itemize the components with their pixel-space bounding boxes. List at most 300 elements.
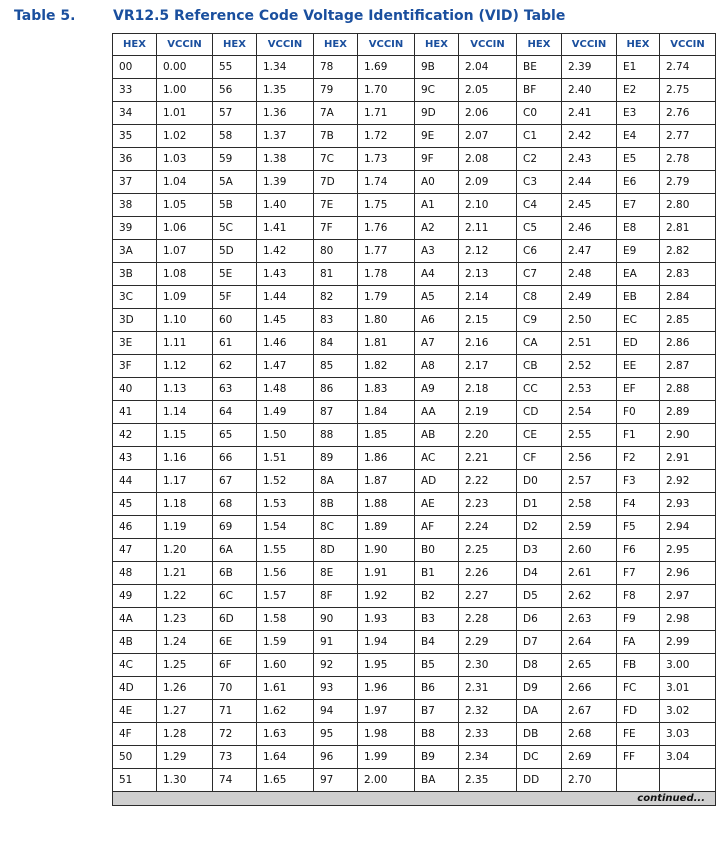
vccin-cell: 2.05 [459, 79, 517, 102]
hex-cell: 8E [314, 562, 358, 585]
vccin-cell: 1.63 [257, 723, 314, 746]
vccin-cell: 1.08 [157, 263, 213, 286]
hex-cell: F0 [617, 401, 660, 424]
vccin-cell: 1.30 [157, 769, 213, 792]
vccin-cell: 2.18 [459, 378, 517, 401]
hex-cell: C3 [517, 171, 562, 194]
hex-cell: A7 [415, 332, 459, 355]
vccin-cell: 2.00 [358, 769, 415, 792]
header-hex: HEX [517, 34, 562, 56]
vccin-cell: 2.28 [459, 608, 517, 631]
vccin-cell: 2.24 [459, 516, 517, 539]
vccin-cell: 1.21 [157, 562, 213, 585]
vccin-cell: 1.37 [257, 125, 314, 148]
hex-cell: 40 [113, 378, 157, 401]
hex-cell: 3E [113, 332, 157, 355]
hex-cell: F2 [617, 447, 660, 470]
hex-cell: D5 [517, 585, 562, 608]
hex-cell: 5F [213, 286, 257, 309]
vccin-cell: 1.17 [157, 470, 213, 493]
vccin-cell: 1.42 [257, 240, 314, 263]
header-hex: HEX [617, 34, 660, 56]
vccin-cell: 2.48 [562, 263, 617, 286]
vccin-cell: 1.92 [358, 585, 415, 608]
vccin-cell: 1.79 [358, 286, 415, 309]
vccin-cell: 1.49 [257, 401, 314, 424]
hex-cell: 59 [213, 148, 257, 171]
vccin-cell: 2.76 [660, 102, 716, 125]
table-row [113, 700, 716, 723]
hex-cell: 89 [314, 447, 358, 470]
hex-cell: B6 [415, 677, 459, 700]
vccin-cell: 1.76 [358, 217, 415, 240]
hex-cell: 6D [213, 608, 257, 631]
table-row [113, 516, 716, 539]
vccin-cell: 1.84 [358, 401, 415, 424]
hex-cell: 9D [415, 102, 459, 125]
vccin-cell: 1.35 [257, 79, 314, 102]
hex-cell: 61 [213, 332, 257, 355]
table-row [113, 286, 716, 309]
hex-cell: 91 [314, 631, 358, 654]
hex-cell: 6C [213, 585, 257, 608]
vccin-cell: 1.23 [157, 608, 213, 631]
hex-cell: AD [415, 470, 459, 493]
hex-cell: E1 [617, 56, 660, 79]
vccin-cell [660, 769, 716, 792]
vccin-cell: 0.00 [157, 56, 213, 79]
hex-cell: C6 [517, 240, 562, 263]
vccin-cell: 2.26 [459, 562, 517, 585]
hex-cell: DA [517, 700, 562, 723]
hex-cell: C8 [517, 286, 562, 309]
vccin-cell: 1.43 [257, 263, 314, 286]
vccin-cell: 1.83 [358, 378, 415, 401]
vccin-cell: 2.90 [660, 424, 716, 447]
hex-cell: E5 [617, 148, 660, 171]
vccin-cell: 2.30 [459, 654, 517, 677]
hex-cell: 95 [314, 723, 358, 746]
header-vccin: VCCIN [562, 34, 617, 56]
vccin-cell: 1.03 [157, 148, 213, 171]
table-row [113, 125, 716, 148]
hex-cell: F7 [617, 562, 660, 585]
vccin-cell: 2.75 [660, 79, 716, 102]
vccin-cell: 1.95 [358, 654, 415, 677]
vccin-cell: 1.47 [257, 355, 314, 378]
vccin-cell: 3.01 [660, 677, 716, 700]
vccin-cell: 2.21 [459, 447, 517, 470]
vccin-cell: 2.61 [562, 562, 617, 585]
table-title: VR12.5 Reference Code Voltage Identification (VID) Table [113, 8, 566, 24]
hex-cell: 4A [113, 608, 157, 631]
hex-cell: 5A [213, 171, 257, 194]
vccin-cell: 2.14 [459, 286, 517, 309]
vccin-cell: 2.54 [562, 401, 617, 424]
vccin-cell: 1.87 [358, 470, 415, 493]
vccin-cell: 2.50 [562, 309, 617, 332]
vccin-cell: 2.15 [459, 309, 517, 332]
hex-cell: AB [415, 424, 459, 447]
hex-cell: 6B [213, 562, 257, 585]
hex-cell: C7 [517, 263, 562, 286]
hex-cell: 69 [213, 516, 257, 539]
hex-cell: A3 [415, 240, 459, 263]
vccin-cell: 1.64 [257, 746, 314, 769]
hex-cell: 35 [113, 125, 157, 148]
vccin-cell: 2.93 [660, 493, 716, 516]
vccin-cell: 1.91 [358, 562, 415, 585]
hex-cell: 00 [113, 56, 157, 79]
vccin-cell: 1.81 [358, 332, 415, 355]
table-caption [14, 8, 565, 28]
vccin-cell: 2.27 [459, 585, 517, 608]
hex-cell: B8 [415, 723, 459, 746]
vccin-cell: 2.16 [459, 332, 517, 355]
hex-cell: 50 [113, 746, 157, 769]
hex-cell: EF [617, 378, 660, 401]
hex-cell: 86 [314, 378, 358, 401]
vccin-cell: 1.72 [358, 125, 415, 148]
hex-cell: 3D [113, 309, 157, 332]
vccin-cell: 1.27 [157, 700, 213, 723]
hex-cell: EA [617, 263, 660, 286]
vccin-cell: 1.00 [157, 79, 213, 102]
vccin-cell: 2.45 [562, 194, 617, 217]
vccin-cell: 1.41 [257, 217, 314, 240]
table-row [113, 769, 716, 792]
vccin-cell: 2.91 [660, 447, 716, 470]
hex-cell: 66 [213, 447, 257, 470]
vccin-cell: 2.86 [660, 332, 716, 355]
hex-cell: A1 [415, 194, 459, 217]
hex-cell: 64 [213, 401, 257, 424]
hex-cell: FA [617, 631, 660, 654]
vid-table [112, 33, 716, 806]
hex-cell: 79 [314, 79, 358, 102]
vccin-cell: 3.03 [660, 723, 716, 746]
vccin-cell: 1.54 [257, 516, 314, 539]
vccin-cell: 1.44 [257, 286, 314, 309]
hex-cell: F3 [617, 470, 660, 493]
vccin-cell: 2.32 [459, 700, 517, 723]
hex-cell: 42 [113, 424, 157, 447]
hex-cell: 58 [213, 125, 257, 148]
hex-cell: 46 [113, 516, 157, 539]
vccin-cell: 2.34 [459, 746, 517, 769]
hex-cell: 83 [314, 309, 358, 332]
hex-cell: FB [617, 654, 660, 677]
vccin-cell: 2.07 [459, 125, 517, 148]
vccin-cell: 2.41 [562, 102, 617, 125]
vccin-cell: 2.46 [562, 217, 617, 240]
hex-cell: F4 [617, 493, 660, 516]
table-row [113, 332, 716, 355]
vccin-cell: 2.79 [660, 171, 716, 194]
hex-cell: D6 [517, 608, 562, 631]
hex-cell: 81 [314, 263, 358, 286]
vccin-cell: 1.98 [358, 723, 415, 746]
hex-cell: B0 [415, 539, 459, 562]
table-row [113, 447, 716, 470]
hex-cell: 8A [314, 470, 358, 493]
header-hex: HEX [415, 34, 459, 56]
vccin-cell: 1.14 [157, 401, 213, 424]
vccin-cell: 2.60 [562, 539, 617, 562]
hex-cell: 7B [314, 125, 358, 148]
vccin-cell: 2.68 [562, 723, 617, 746]
vccin-cell: 2.94 [660, 516, 716, 539]
header-vccin: VCCIN [459, 34, 517, 56]
vccin-cell: 1.61 [257, 677, 314, 700]
vccin-cell: 1.01 [157, 102, 213, 125]
vccin-cell: 2.92 [660, 470, 716, 493]
table-row [113, 493, 716, 516]
table-row [113, 585, 716, 608]
vccin-cell: 1.05 [157, 194, 213, 217]
table-number: Table 5. [14, 8, 76, 24]
hex-cell: 48 [113, 562, 157, 585]
hex-cell: 97 [314, 769, 358, 792]
hex-cell: F9 [617, 608, 660, 631]
vccin-cell: 2.85 [660, 309, 716, 332]
hex-cell: E6 [617, 171, 660, 194]
hex-cell: 8D [314, 539, 358, 562]
vccin-cell: 3.00 [660, 654, 716, 677]
vccin-cell: 1.86 [358, 447, 415, 470]
header-hex: HEX [113, 34, 157, 56]
table-header-row [113, 34, 716, 56]
vccin-cell: 1.82 [358, 355, 415, 378]
hex-cell: 47 [113, 539, 157, 562]
hex-cell: 67 [213, 470, 257, 493]
hex-cell: 56 [213, 79, 257, 102]
vccin-cell: 1.88 [358, 493, 415, 516]
vccin-cell: 2.52 [562, 355, 617, 378]
vccin-cell: 1.20 [157, 539, 213, 562]
vccin-cell: 1.52 [257, 470, 314, 493]
vccin-cell: 1.22 [157, 585, 213, 608]
vccin-cell: 2.74 [660, 56, 716, 79]
hex-cell: 45 [113, 493, 157, 516]
vccin-cell: 2.78 [660, 148, 716, 171]
hex-cell: 60 [213, 309, 257, 332]
vccin-cell: 2.82 [660, 240, 716, 263]
vccin-cell: 1.94 [358, 631, 415, 654]
header-vccin: VCCIN [257, 34, 314, 56]
hex-cell: 71 [213, 700, 257, 723]
table-row [113, 309, 716, 332]
hex-cell: CD [517, 401, 562, 424]
hex-cell: 4F [113, 723, 157, 746]
hex-cell: 85 [314, 355, 358, 378]
header-vccin: VCCIN [358, 34, 415, 56]
hex-cell: 4D [113, 677, 157, 700]
vccin-cell: 2.13 [459, 263, 517, 286]
hex-cell: 57 [213, 102, 257, 125]
hex-cell: D2 [517, 516, 562, 539]
hex-cell: 5E [213, 263, 257, 286]
hex-cell: CA [517, 332, 562, 355]
vccin-cell: 2.23 [459, 493, 517, 516]
vccin-cell: 2.17 [459, 355, 517, 378]
vccin-cell: 1.71 [358, 102, 415, 125]
hex-cell: 93 [314, 677, 358, 700]
table-row [113, 401, 716, 424]
vccin-cell: 1.09 [157, 286, 213, 309]
hex-cell: 7D [314, 171, 358, 194]
hex-cell: 62 [213, 355, 257, 378]
hex-cell: 92 [314, 654, 358, 677]
hex-cell: D9 [517, 677, 562, 700]
hex-cell: CB [517, 355, 562, 378]
table-footer-row [113, 792, 716, 806]
hex-cell [617, 769, 660, 792]
vccin-cell: 2.89 [660, 401, 716, 424]
hex-cell: E8 [617, 217, 660, 240]
vccin-cell: 2.81 [660, 217, 716, 240]
vccin-cell: 1.26 [157, 677, 213, 700]
hex-cell: 3A [113, 240, 157, 263]
vccin-cell: 1.65 [257, 769, 314, 792]
hex-cell: 78 [314, 56, 358, 79]
hex-cell: A9 [415, 378, 459, 401]
table-row [113, 263, 716, 286]
hex-cell: A2 [415, 217, 459, 240]
vccin-cell: 3.02 [660, 700, 716, 723]
hex-cell: A6 [415, 309, 459, 332]
vccin-cell: 1.85 [358, 424, 415, 447]
vccin-cell: 1.73 [358, 148, 415, 171]
table-row [113, 746, 716, 769]
vccin-cell: 1.74 [358, 171, 415, 194]
hex-cell: F5 [617, 516, 660, 539]
hex-cell: 96 [314, 746, 358, 769]
hex-cell: 34 [113, 102, 157, 125]
vccin-cell: 1.70 [358, 79, 415, 102]
hex-cell: 74 [213, 769, 257, 792]
hex-cell: B5 [415, 654, 459, 677]
vccin-cell: 1.58 [257, 608, 314, 631]
hex-cell: DB [517, 723, 562, 746]
vccin-cell: 1.45 [257, 309, 314, 332]
header-hex: HEX [314, 34, 358, 56]
vccin-cell: 1.50 [257, 424, 314, 447]
hex-cell: AE [415, 493, 459, 516]
vccin-cell: 3.04 [660, 746, 716, 769]
vccin-cell: 1.10 [157, 309, 213, 332]
vccin-cell: 2.33 [459, 723, 517, 746]
table-row [113, 79, 716, 102]
hex-cell: 44 [113, 470, 157, 493]
vccin-cell: 2.20 [459, 424, 517, 447]
hex-cell: 80 [314, 240, 358, 263]
hex-cell: 87 [314, 401, 358, 424]
vccin-cell: 1.02 [157, 125, 213, 148]
hex-cell: 49 [113, 585, 157, 608]
table-row [113, 608, 716, 631]
vccin-cell: 1.15 [157, 424, 213, 447]
hex-cell: E7 [617, 194, 660, 217]
hex-cell: 6E [213, 631, 257, 654]
hex-cell: FC [617, 677, 660, 700]
hex-cell: A0 [415, 171, 459, 194]
vccin-cell: 1.90 [358, 539, 415, 562]
hex-cell: CE [517, 424, 562, 447]
hex-cell: 7A [314, 102, 358, 125]
hex-cell: E9 [617, 240, 660, 263]
vccin-cell: 1.59 [257, 631, 314, 654]
vccin-cell: 2.35 [459, 769, 517, 792]
hex-cell: 9E [415, 125, 459, 148]
table-row [113, 378, 716, 401]
vccin-cell: 2.65 [562, 654, 617, 677]
hex-cell: E3 [617, 102, 660, 125]
hex-cell: 7E [314, 194, 358, 217]
vccin-cell: 1.53 [257, 493, 314, 516]
table-row [113, 171, 716, 194]
hex-cell: 5D [213, 240, 257, 263]
vccin-cell: 1.80 [358, 309, 415, 332]
table-row [113, 654, 716, 677]
hex-cell: AF [415, 516, 459, 539]
vccin-cell: 1.36 [257, 102, 314, 125]
continued-note: continued... [113, 792, 716, 806]
vccin-cell: 1.46 [257, 332, 314, 355]
hex-cell: AA [415, 401, 459, 424]
table-row [113, 562, 716, 585]
hex-cell: C9 [517, 309, 562, 332]
hex-cell: 9B [415, 56, 459, 79]
hex-cell: A5 [415, 286, 459, 309]
vccin-cell: 2.04 [459, 56, 517, 79]
vccin-cell: 2.22 [459, 470, 517, 493]
hex-cell: 88 [314, 424, 358, 447]
vccin-cell: 1.77 [358, 240, 415, 263]
table-row [113, 194, 716, 217]
table-row [113, 470, 716, 493]
hex-cell: B7 [415, 700, 459, 723]
vccin-cell: 2.57 [562, 470, 617, 493]
vccin-cell: 2.39 [562, 56, 617, 79]
vccin-cell: 1.29 [157, 746, 213, 769]
hex-cell: D4 [517, 562, 562, 585]
hex-cell: 5B [213, 194, 257, 217]
header-vccin: VCCIN [660, 34, 716, 56]
hex-cell: 73 [213, 746, 257, 769]
vccin-cell: 2.97 [660, 585, 716, 608]
vccin-cell: 2.95 [660, 539, 716, 562]
vccin-cell: 2.80 [660, 194, 716, 217]
table-body [113, 56, 716, 792]
vccin-cell: 2.11 [459, 217, 517, 240]
hex-cell: E4 [617, 125, 660, 148]
vccin-cell: 1.40 [257, 194, 314, 217]
hex-cell: B3 [415, 608, 459, 631]
vccin-cell: 1.97 [358, 700, 415, 723]
hex-cell: 51 [113, 769, 157, 792]
hex-cell: FE [617, 723, 660, 746]
hex-cell: C0 [517, 102, 562, 125]
vccin-cell: 2.43 [562, 148, 617, 171]
vccin-cell: 1.06 [157, 217, 213, 240]
hex-cell: F6 [617, 539, 660, 562]
vccin-cell: 2.51 [562, 332, 617, 355]
hex-cell: DC [517, 746, 562, 769]
hex-cell: F1 [617, 424, 660, 447]
hex-cell: CF [517, 447, 562, 470]
vccin-cell: 2.69 [562, 746, 617, 769]
